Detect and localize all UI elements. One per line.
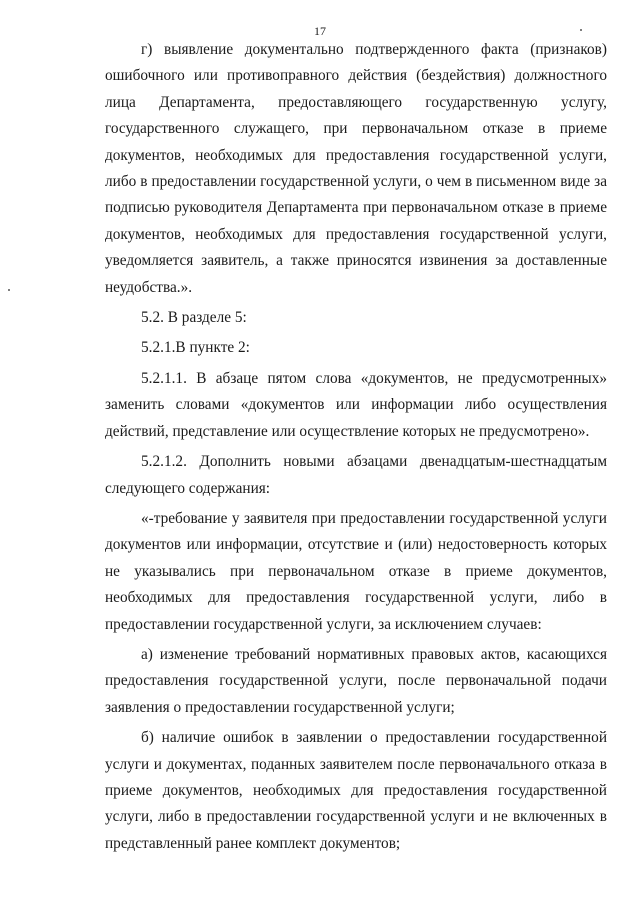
paragraph: а) изменение требований нормативных правовых актов, касающихся предоставления государственной услуги, после первоначальной подачи заявления о предоставлении государственной услуги; xyxy=(105,645,607,716)
paragraph: г) выявление документально подтвержденного факта (признаков) ошибочного или противоправного действия (бездействия) должностного лица Департамента, предоставляющего государственную услугу, государственного служащего, при первоначальном отказе в приеме документов, необходимых для предоставления государственной услуги, либо в предоставлении государственной услуги, о чем в письменном виде за подписью руководителя Департамента при первоначальном отказе в приеме документов, необходимых для предоставления государственной услуги, уведомляется заявитель, а также приносятся извинения за доставленные неудобства.». xyxy=(105,41,607,296)
scan-speck xyxy=(8,289,10,291)
scan-speck xyxy=(580,29,582,31)
paragraph: б) наличие ошибок в заявлении о предоставлении государственной услуги и документах, поданных заявителем после первоначального отказа в приеме документов, необходимых для предоставления государственной услуги, либо в предоставлении государственной услуги и не включенных в представленный ранее комплект документов; xyxy=(105,729,607,852)
page-number: 17 xyxy=(314,24,326,38)
paragraph: 5.2.1.В пункте 2: xyxy=(141,339,250,357)
paragraph: «-требование у заявителя при предоставлении государственной услуги документов или информации, отсутствие и (или) недостоверность которых не указывались при первоначальном отказе в приеме документов, необходимых для предоставления государственной услуги, либо в предоставлении государственной услуги, за исключением случаев: xyxy=(105,509,607,633)
paragraph: 5.2.1.2. Дополнить новыми абзацами двенадцатым-шестнадцатым следующего содержания: xyxy=(105,453,607,497)
document-body xyxy=(105,37,607,857)
paragraph: 5.2.1.1. В абзаце пятом слова «документов, не предусмотренных» заменить словами «документов или информации либо осуществления действий, представление или осуществление которых не предусмотрено». xyxy=(105,369,607,440)
paragraph: 5.2. В разделе 5: xyxy=(141,309,247,327)
